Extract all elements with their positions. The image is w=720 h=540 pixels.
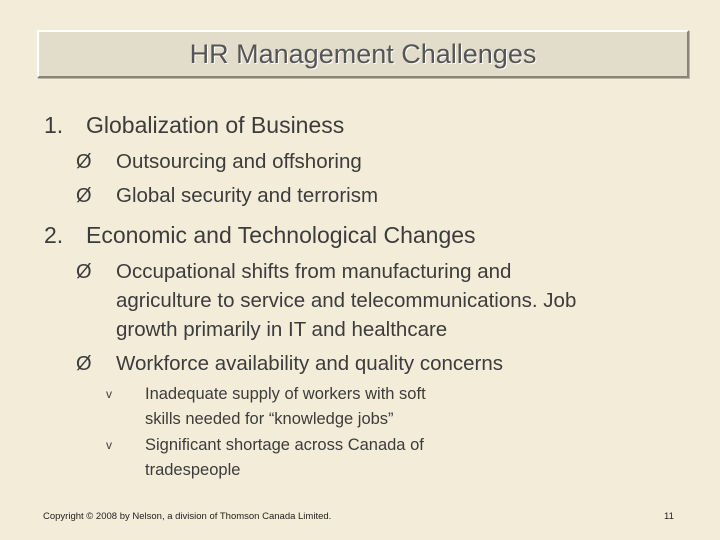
- bullet-text: Workforce availability and quality concerns: [116, 352, 504, 375]
- arrow-bullet-icon: Ø: [76, 185, 92, 207]
- bullet-text-line-1: Occupational shifts from manufacturing and: [116, 260, 512, 283]
- arrow-bullet-icon: Ø: [76, 151, 92, 173]
- title-box: [37, 30, 689, 78]
- section-1-number: 1.: [44, 112, 64, 138]
- diamond-bullet-icon: v: [106, 387, 112, 401]
- arrow-bullet-icon: Ø: [76, 261, 92, 283]
- bullet-text-line-2: agriculture to service and telecommunications. Job: [116, 289, 577, 312]
- bullet-text: Global security and terrorism: [116, 184, 379, 207]
- section-2-title: Economic and Technological Changes: [86, 222, 476, 248]
- sub-bullet-text-line-1: Inadequate supply of workers with soft: [145, 385, 426, 403]
- sub-bullet-text-line-2: tradespeople: [145, 461, 241, 479]
- page-number: 11: [664, 511, 674, 522]
- section-2-heading: [44, 222, 476, 249]
- section-1-heading: [44, 112, 344, 139]
- arrow-bullet-icon: Ø: [76, 353, 92, 375]
- section-1-title: Globalization of Business: [86, 112, 345, 138]
- section-2-number: 2.: [44, 222, 64, 248]
- sub-bullet-text-line-1: Significant shortage across Canada of: [145, 436, 424, 454]
- bullet-text: Outsourcing and offshoring: [116, 150, 362, 173]
- sub-bullet-text-line-2: skills needed for “knowledge jobs”: [145, 410, 394, 428]
- diamond-bullet-icon: v: [106, 438, 112, 452]
- footer-copyright: Copyright © 2008 by Nelson, a division of Thomson Canada Limited.: [43, 511, 332, 522]
- bullet-text-line-3: growth primarily in IT and healthcare: [116, 318, 448, 341]
- slide-title: HR Management Challenges: [189, 39, 537, 69]
